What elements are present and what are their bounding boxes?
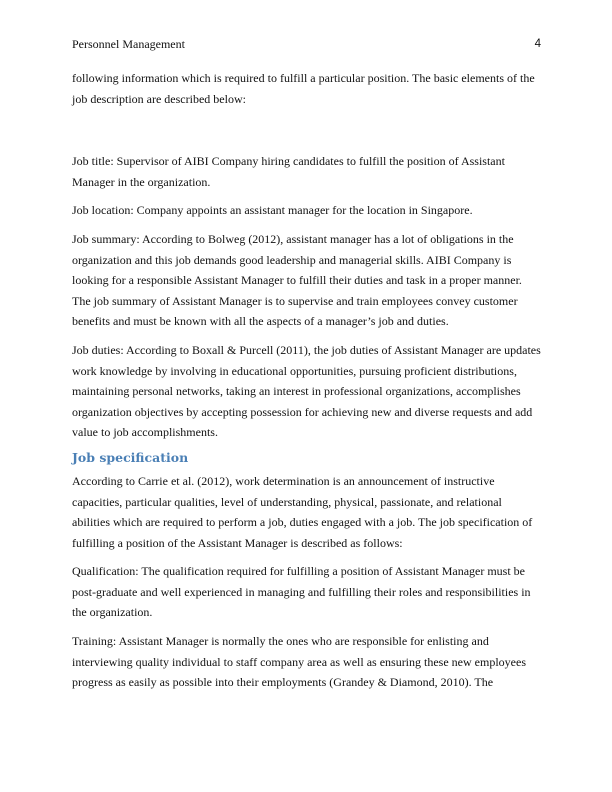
job-duties-paragraph: Job duties: According to Boxall & Purcell (2011), the job duties of Assistant Manager are updates work knowledge by involving in educational opportunities, pursuing proficient distributions, maintaining personal networks, taking an interest in professional organizations, accomplishes organization objectives by accepting possession for achieving new and diverse requests and add value to job accomplishments. xyxy=(72,342,541,440)
document-body xyxy=(72,68,542,693)
spacer xyxy=(72,109,542,151)
job-title-paragraph: Job title: Supervisor of AIBI Company hiring candidates to fulfill the position of Assistant Manager in the organization. xyxy=(72,154,505,189)
qualification-paragraph: Qualification: The qualification required for fulfilling a position of Assistant Manager must be post-graduate and well experienced in managing and fulfilling their roles and responsibilities in the organization. xyxy=(72,564,531,620)
intro-paragraph: following information which is required to fulfill a particular position. The basic elements of the job description are described below: xyxy=(72,71,535,106)
page-number: 4 xyxy=(534,38,541,50)
training-paragraph: Training: Assistant Manager is normally the ones who are responsible for enlisting and interviewing quality individual to staff company area as well as ensuring these new employees progress as easily as possible into their employments (Grandey & Diamond, 2010). The xyxy=(72,634,526,690)
job-summary-paragraph: Job summary: According to Bolweg (2012), assistant manager has a lot of obligations in the organization and this job demands good leadership and managerial skills. AIBI Company is looking for a responsible Assistant Manager to fulfill their duties and task in a proper manner. The job summary of Assistant Manager is to supervise and train employees convey customer benefits and must be known with all the aspects of a manager’s job and duties. xyxy=(72,231,522,329)
running-head: Personnel Management xyxy=(72,37,185,51)
spec-intro-paragraph: According to Carrie et al. (2012), work determination is an announcement of instructive capacities, particular qualities, level of understanding, physical, passionate, and relational abilities which are required to perform a job, duties engaged with a job. The job specification of fulfilling a position of the Assistant Manager is described as follows: xyxy=(72,473,533,550)
page-header xyxy=(72,36,541,52)
section-heading-job-specification: Job specification xyxy=(72,449,189,465)
job-location-paragraph: Job location: Company appoints an assistant manager for the location in Singapore. xyxy=(72,203,473,218)
